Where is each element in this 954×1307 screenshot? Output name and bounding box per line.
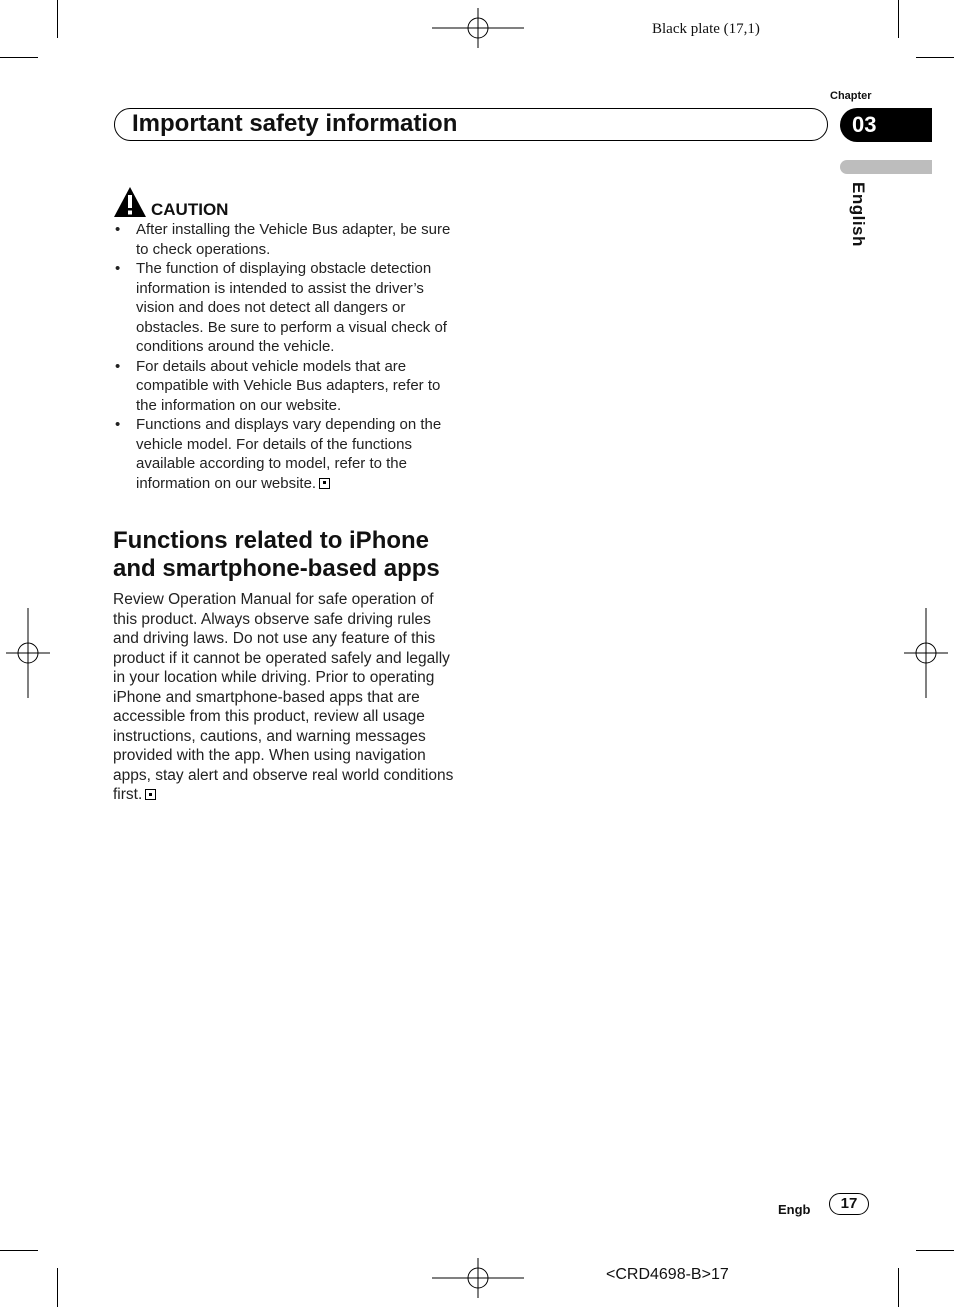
section-heading: Functions related to iPhone and smartphone-based apps xyxy=(113,527,440,582)
end-mark-icon xyxy=(319,478,330,489)
registration-mark-icon xyxy=(432,1258,524,1298)
list-item: • After installing the Vehicle Bus adapter, be sure to check operations. xyxy=(113,220,458,259)
crop-mark xyxy=(57,1268,58,1307)
language-code: Engb xyxy=(778,1202,811,1217)
list-item: • The function of displaying obstacle detection information is intended to assist the driver’s vision and does not detect all dangers or obstacles. Be sure to perform a visual check of conditions around the vehicle. xyxy=(113,259,458,357)
section-title: Important safety information xyxy=(132,110,458,137)
list-item: • Functions and displays vary depending on the vehicle model. For details of the functions available according to model, refer to the information on our website. xyxy=(113,415,458,493)
plate-label: Black plate (17,1) xyxy=(652,21,760,37)
caution-list xyxy=(113,220,458,493)
list-item: • For details about vehicle models that are compatible with Vehicle Bus adapters, refer to the information on our website. xyxy=(113,357,458,416)
crop-mark xyxy=(898,1268,899,1307)
registration-mark-icon xyxy=(432,8,524,48)
end-mark-icon xyxy=(145,789,156,800)
chapter-label: Chapter xyxy=(830,90,872,102)
caution-heading: CAUTION xyxy=(151,200,229,219)
page-number: 17 xyxy=(829,1193,869,1215)
section-body: Review Operation Manual for safe operation of this product. Always observe safe driving rules and driving laws. Do not use any feature of this product if it cannot be operated safely and legally in your location while driving. Prior to operating iPhone and smartphone-based apps that are accessible from this product, review all usage instructions, cautions, and warning messages provided with the app. When using navigation apps, stay alert and observe real world conditions first. xyxy=(113,591,454,803)
crop-mark xyxy=(898,0,899,38)
registration-mark-icon xyxy=(6,608,50,698)
language-tab-bar xyxy=(840,160,932,174)
crop-mark xyxy=(916,57,954,58)
document-code: <CRD4698-B>17 xyxy=(606,1266,729,1283)
language-tab: English xyxy=(849,182,868,247)
chapter-number: 03 xyxy=(840,108,932,142)
crop-mark xyxy=(57,0,58,38)
crop-mark xyxy=(0,1250,38,1251)
crop-mark xyxy=(0,57,38,58)
warning-triangle-icon xyxy=(113,186,147,218)
registration-mark-icon xyxy=(904,608,948,698)
crop-mark xyxy=(916,1250,954,1251)
